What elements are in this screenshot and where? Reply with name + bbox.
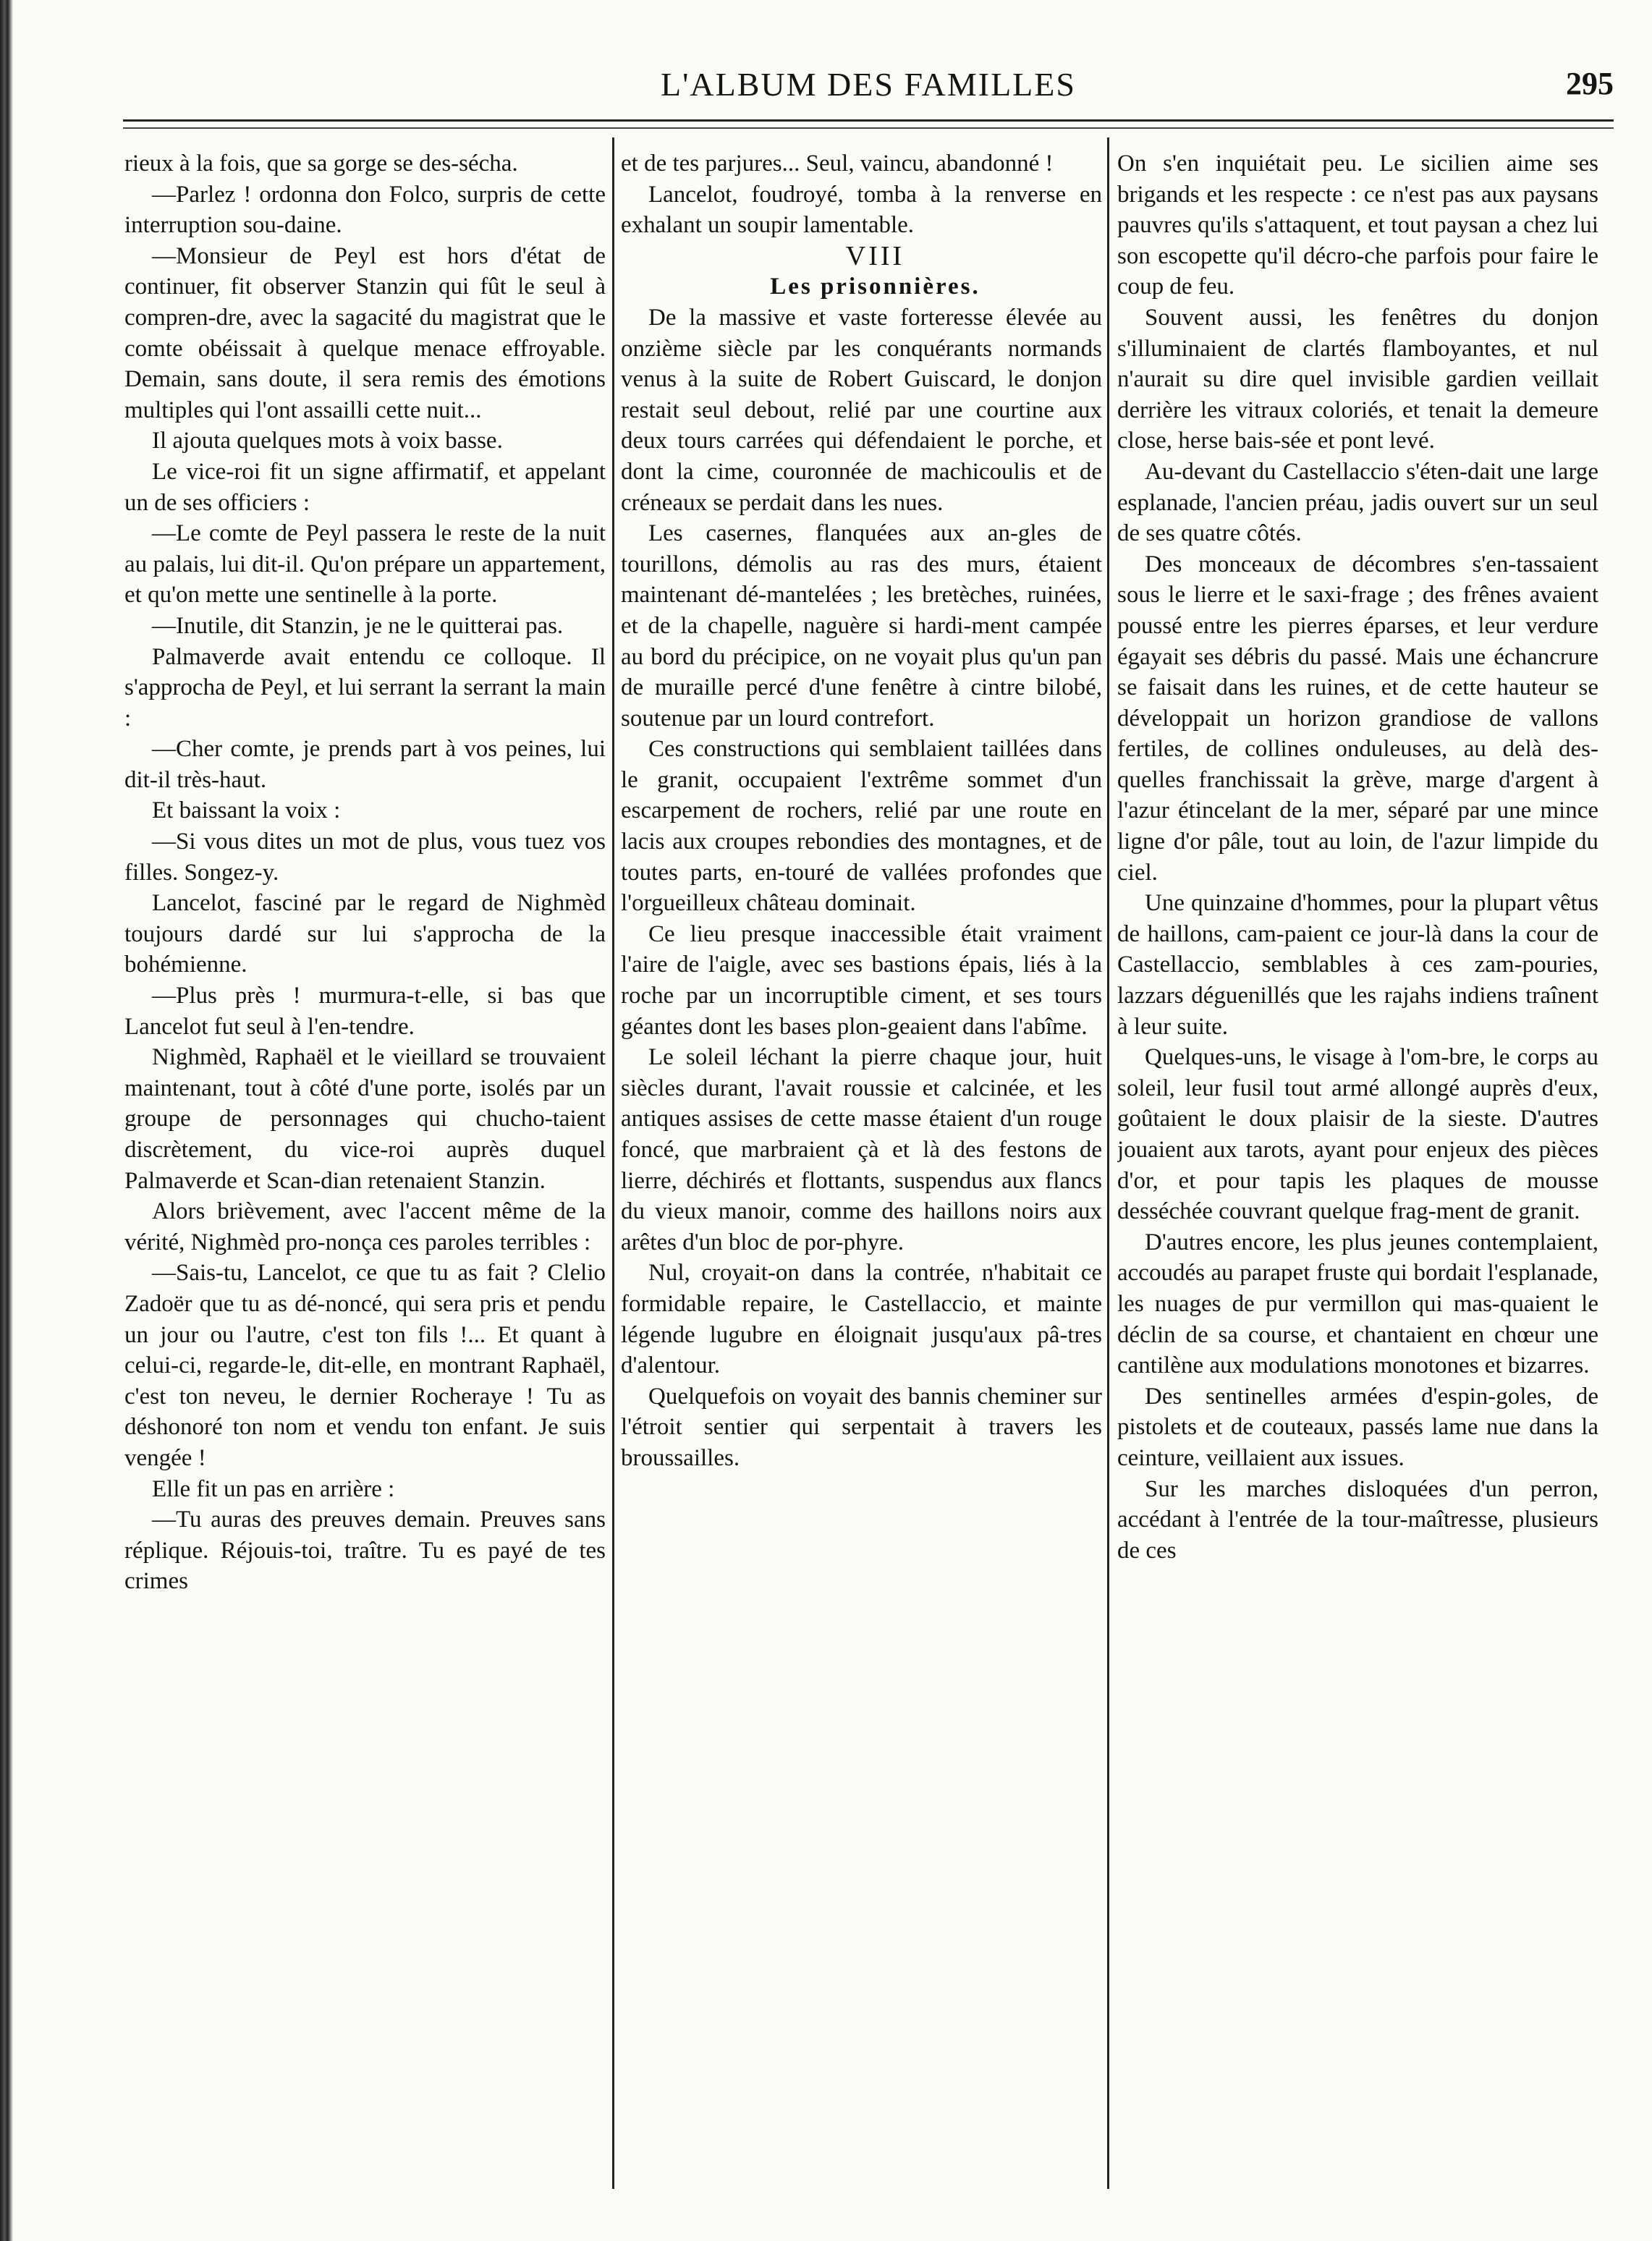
paragraph: Alors brièvement, avec l'accent même de la vérité, Nighmèd pro-nonça ces paroles terribles :: [124, 1198, 606, 1255]
running-title: L'ALBUM DES FAMILLES: [661, 66, 1076, 103]
paragraph: —Cher comte, je prends part à vos peines, lui dit-il très-haut.: [124, 736, 606, 793]
paragraph: Ce lieu presque inaccessible était vraiment l'aire de l'aigle, avec ses bastions épais, liés à la roche par un incorruptible ciment, et ses tours géantes dont les bases plon-geaient dans l'abîme.: [621, 920, 1102, 1040]
paragraph: Des monceaux de décombres s'en-tassaient sous le lierre et le saxi-frage ; des frênes avaient poussé entre les pierres éparses, et leur verdure égayait ses débris du passé. Mais une échancrure se faisait dans les ruines, et de cette hauteur se développait un horizon grandiose de vallons fertiles, de collines onduleuses, au delà des-quelles franchissait la grève, marge d'argent à l'azur étincelant de la mer, séparé par une mince ligne d'or pâle, tout au loin, de l'azur limpide du ciel.: [1117, 551, 1598, 886]
paragraph: Palmaverde avait entendu ce colloque. Il s'approcha de Peyl, et lui serrant la serrant la main :: [124, 643, 606, 732]
paragraph: Le vice-roi fit un signe affirmatif, et appelant un de ses officiers :: [124, 458, 606, 516]
paragraph: Lancelot, foudroyé, tomba à la renverse en exhalant un soupir lamentable.: [621, 181, 1102, 239]
paragraph: Et baissant la voix :: [152, 797, 341, 824]
paragraph: Nul, croyait-on dans la contrée, n'habitait ce formidable repaire, le Castellaccio, et mainte légende lugubre en éloignait jusqu'aux pâ-tres d'alentour.: [621, 1260, 1102, 1379]
text-column-1: [124, 148, 606, 2196]
paragraph: Souvent aussi, les fenêtres du donjon s'illuminaient de clartés flamboyantes, et nul n'aurait su dire quel invisible gardien veillait derrière les vitraux coloriés, et tenait la demeure close, herse bais-sée et pont levé.: [1117, 304, 1598, 454]
paragraph: D'autres encore, les plus jeunes contemplaient, accoudés au parapet fruste qui bordait l'esplanade, les nuages de pur vermillon qui mas-quaient le déclin de sa course, et chantaient en chœur une cantilène aux modulations monotones et bizarres.: [1117, 1229, 1598, 1379]
header-rule-thin: [123, 127, 1614, 129]
paragraph: —Sais-tu, Lancelot, ce que tu as fait ? Clelio Zadoër que tu as dé-noncé, qui sera pris et pendu un jour ou l'autre, c'est ton fils !... Et quant à celui-ci, regarde-le, dit-elle, en montrant Raphaël, c'est ton neveu, le dernier Rocheraye ! Tu as déshonoré ton nom et vendu ton enfant. Je suis vengée !: [124, 1260, 606, 1471]
paragraph: —Parlez ! ordonna don Folco, surpris de cette interruption sou-daine.: [124, 181, 606, 239]
paragraph: Lancelot, fasciné par le regard de Nighmèd toujours dardé sur lui s'approcha de la bohémienne.: [124, 890, 606, 978]
paragraph: Quelquefois on voyait des bannis cheminer sur l'étroit sentier qui serpentait à travers les broussailles.: [621, 1383, 1102, 1471]
paragraph: Le soleil léchant la pierre chaque jour, huit siècles durant, l'avait roussie et calcinée, et les antiques assises de cette masse étaient d'un rouge foncé, que marbraient çà et là des festons de lierre, déchirés et flottants, suspendus aux flancs du vieux manoir, comme des haillons noirs aux arêtes d'un bloc de por-phyre.: [621, 1044, 1102, 1255]
paragraph: Sur les marches disloquées d'un perron, accédant à l'entrée de la tour-maîtresse, plusieurs de ces: [1117, 1475, 1598, 1564]
text-column-2: [621, 148, 1102, 2196]
paragraph: Une quinzaine d'hommes, pour la plupart vêtus de haillons, cam-paient ce jour-là dans la cour de Castellaccio, semblables à ces zam-pouries, lazzars déguenillés que les rajahs indiens traînent à leur suite.: [1117, 890, 1598, 1040]
paragraph: Au-devant du Castellaccio s'éten-dait une large esplanade, l'ancien préau, jadis ouvert sur un seul de ses quatre côtés.: [1117, 458, 1598, 547]
page-binding-edge: [0, 0, 13, 2241]
paragraph: rieux à la fois, que sa gorge se des-sécha.: [124, 151, 518, 177]
paragraph: —Le comte de Peyl passera le reste de la nuit au palais, lui dit-il. Qu'on prépare un appartement, et qu'on mette une sentinelle à la porte.: [124, 520, 606, 609]
paragraph: Ces constructions qui semblaient taillées dans le granit, occupaient l'extrême sommet d'un escarpement de rochers, relié par une route en lacis aux croupes rebondies des montagnes, et de toutes parts, en-touré de vallées profondes que l'orgueilleux château dominait.: [621, 736, 1102, 917]
page-number: 295: [1566, 66, 1614, 101]
paragraph: —Plus près ! murmura-t-elle, si bas que Lancelot fut seul à l'en-tendre.: [124, 983, 606, 1040]
paragraph: Nighmèd, Raphaël et le vieillard se trouvaient maintenant, tout à côté d'une porte, isolés par un groupe de personnages qui chucho-taient discrètement, du vice-roi auprès duquel Palmaverde et Scan-dian retenaient Stanzin.: [124, 1044, 606, 1194]
paragraph: Quelques-uns, le visage à l'om-bre, le corps au soleil, leur fusil tout armé allongé auprès d'eux, goûtaient le doux plaisir de la sieste. D'autres jouaient aux tarots, ayant pour enjeux des pièces d'or, et pour tapis les plaques de mousse desséchée couvrant quelque frag-ment de granit.: [1117, 1044, 1598, 1225]
paragraph: —Monsieur de Peyl est hors d'état de continuer, fit observer Stanzin qui fût le seul à compren-dre, avec la sagacité du magistrat que le comte obéissait à quelque menace effroyable. Demain, sans doute, il sera remis des émotions multiples qui l'ont assailli cette nuit...: [124, 242, 606, 423]
chapter-number: VIII: [845, 240, 905, 271]
text-column-3: [1117, 148, 1598, 2196]
column-divider: [1107, 137, 1109, 2189]
paragraph: Il ajouta quelques mots à voix basse.: [152, 428, 503, 454]
paragraph: Elle fit un pas en arrière :: [152, 1475, 395, 1502]
header-rule: [123, 119, 1614, 122]
page-header: [123, 65, 1614, 109]
paragraph: On s'en inquiétait peu. Le sicilien aime ses brigands et les respecte : ce n'est pas aux paysans pauvres qu'ils s'attaquent, et tout paysan a chez lui son escopette qu'il décro-che parfois pour faire le coup de feu.: [1117, 151, 1598, 300]
paragraph: —Inutile, dit Stanzin, je ne le quitterai pas.: [152, 612, 564, 639]
paragraph: et de tes parjures... Seul, vaincu, abandonné !: [621, 151, 1054, 177]
paragraph: De la massive et vaste forteresse élevée au onzième siècle par les conquérants normands venus à la suite de Robert Guiscard, le donjon restait seul debout, relié par une courtine aux deux tours carrées qui défendaient le porche, et dont la cime, couronnée de machicoulis et de créneaux se perdait dans les nues.: [621, 304, 1102, 516]
column-divider: [612, 137, 614, 2189]
paragraph: Des sentinelles armées d'espin-goles, de pistolets et de couteaux, passés lame nue dans la ceinture, veillaient aux issues.: [1117, 1383, 1598, 1471]
paragraph: —Tu auras des preuves demain. Preuves sans réplique. Réjouis-toi, traître. Tu es payé de tes crimes: [124, 1507, 606, 1595]
paragraph: —Si vous dites un mot de plus, vous tuez vos filles. Songez-y.: [124, 829, 606, 886]
paragraph: Les casernes, flanquées aux an-gles de tourillons, démolis au ras des murs, étaient maintenant dé-mantelées ; les bretèches, ruinées, et de la chapelle, naguère si hardi-ment campée au bord du précipice, on ne voyait plus qu'un pan de muraille percé d'une fenêtre à cintre bilobé, soutenue par un lourd contrefort.: [621, 520, 1102, 732]
chapter-title: Les prisonnières.: [770, 274, 980, 300]
